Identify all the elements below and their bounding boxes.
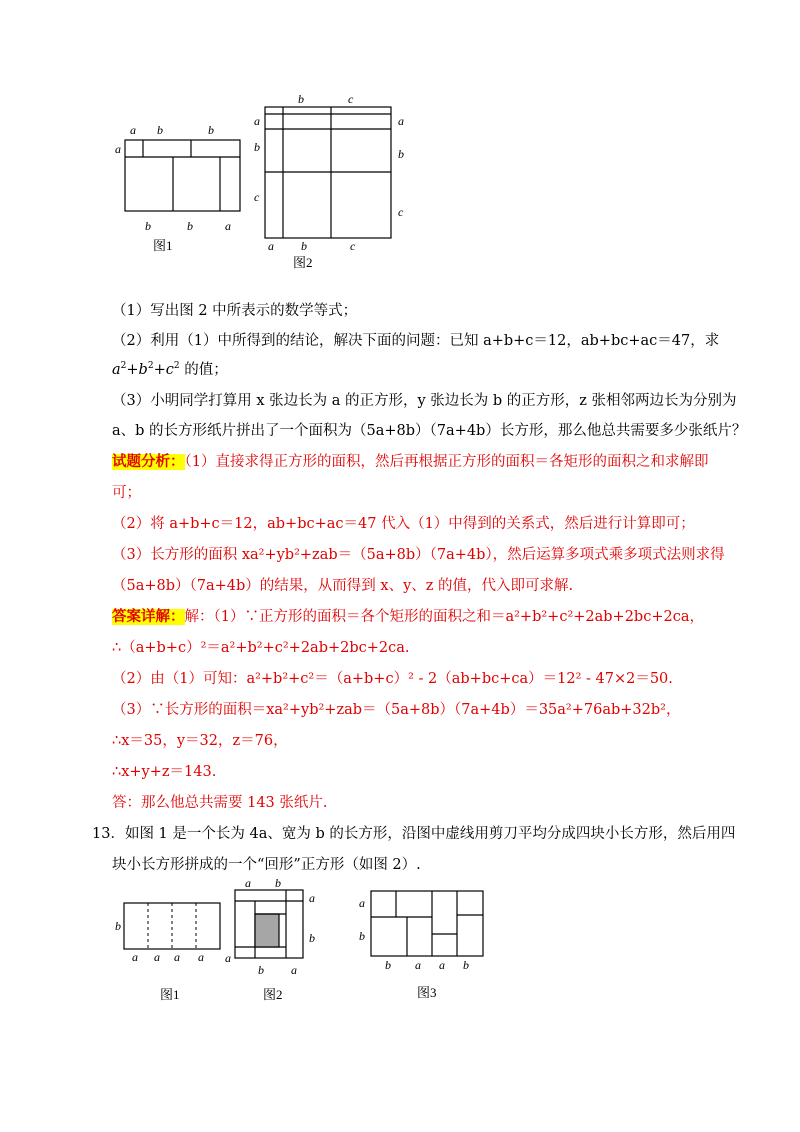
fig2-caption: 图2	[293, 255, 313, 270]
answer-tag: 答案详解：	[112, 609, 185, 625]
analysis-line-1: 试题分析：（1）直接求得正方形的面积，然后再根据正方形的面积＝各矩形的面积之和求解即	[112, 454, 709, 470]
fig1-bottom-label-1: b	[145, 219, 151, 233]
fig2-left-label-b: b	[254, 140, 260, 154]
p13-fig2-right-label-b: b	[309, 931, 315, 945]
fig2-bottom-label-a: a	[268, 239, 274, 253]
p13-fig3-left-label-b: b	[359, 929, 365, 943]
problem-13-line-1: 13．如图 1 是一个长为 4a、宽为 b 的长方形，沿图中虚线用剪刀平均分成四块小长方形，然后用四	[92, 826, 736, 842]
question-2-line-1: （2）利用（1）中所得到的结论，解决下面的问题：已知 a+b+c＝12，ab+bc+ac＝47，求	[112, 333, 720, 349]
question-2-line-2: $a^2+b^2+c^2$ 的值；	[112, 361, 228, 378]
p13-fig1-bottom-label-2: a	[154, 950, 160, 964]
p13-fig1-left-label: b	[115, 919, 121, 933]
p13-fig3-bottom-label-2: a	[415, 958, 421, 972]
p13-fig1-caption: 图1	[160, 987, 180, 1002]
p13-fig2-top-label-a: a	[245, 878, 251, 890]
answer-line-3: （3）∵长方形的面积＝xa²+yb²+zab＝（5a+8b）（7a+4b）＝35a²+76ab+32b²，	[112, 702, 681, 718]
analysis-line-1b: 可；	[112, 485, 141, 501]
fig1-bottom-label-3: a	[225, 219, 231, 233]
problem13-figure-2	[225, 878, 325, 1003]
p13-fig1-bottom-label-3: a	[174, 950, 180, 964]
question-1: （1）写出图 2 中所表示的数学等式；	[112, 303, 358, 319]
fig2-right-label-a: a	[398, 114, 404, 128]
p13-fig2-bottom-label-b: b	[258, 963, 264, 977]
problem13-figure-1	[110, 890, 225, 1005]
analysis-line-3: （3）长方形的面积 xa²+yb²+zab＝（5a+8b）（7a+4b），然后运算多项式乘多项式法则求得	[112, 547, 725, 563]
answer-line-3c: ∴x+y+z＝143.	[112, 764, 217, 780]
figure-1-top	[105, 120, 245, 255]
question-3-line-1: （3）小明同学打算用 x 张边长为 a 的正方形，y 张边长为 b 的正方形，z 张相邻两边长为分别为	[112, 393, 737, 409]
fig2-top-label-b: b	[298, 93, 304, 106]
fig2-left-label-a: a	[254, 114, 260, 128]
fig1-caption: 图1	[153, 238, 173, 253]
fig1-top-label-1: a	[130, 123, 136, 137]
problem13-figure-3	[355, 885, 495, 1000]
p13-fig2-right-label-a: a	[309, 891, 315, 905]
p13-fig1-bottom-label-1: a	[132, 950, 138, 964]
fig1-top-label-2: b	[157, 123, 163, 137]
p13-fig2-bottom-right-label-a: a	[291, 963, 297, 977]
analysis-tag: 试题分析：	[112, 454, 185, 470]
fig2-bottom-label-b: b	[301, 239, 307, 253]
answer-line-1b: ∴（a+b+c）²＝a²+b²+c²+2ab+2bc+2ca.	[112, 640, 410, 656]
fig1-bottom-label-2: b	[187, 219, 193, 233]
answer-final: 答：那么他总共需要 143 张纸片.	[112, 795, 328, 811]
answer-line-2: （2）由（1）可知：a²+b²+c²＝（a+b+c）² - 2（ab+bc+ca）＝12² - 47×2＝50.	[112, 671, 673, 687]
figure-2-top	[248, 93, 418, 273]
fig2-right-label-b: b	[398, 147, 404, 161]
p13-fig3-bottom-label-4: b	[463, 958, 469, 972]
analysis-line-2: （2）将 a+b+c＝12，ab+bc+ac＝47 代入（1）中得到的关系式，然后进行计算即可；	[112, 516, 695, 532]
question-3-line-2: a、b 的长方形纸片拼出了一个面积为（5a+8b）（7a+4b）长方形，那么他总共需要多少张纸片？	[112, 423, 747, 439]
fig2-right-label-c: c	[398, 205, 404, 219]
fig1-top-label-3: b	[208, 123, 214, 137]
fig2-top-label-c: c	[348, 93, 354, 106]
p13-fig3-bottom-label-3: a	[439, 958, 445, 972]
p13-fig3-caption: 图3	[417, 985, 437, 1000]
problem-13-line-2: 块小长方形拼成的一个“回形”正方形（如图 2）.	[112, 857, 421, 873]
answer-line-3b: ∴x＝35，y＝32，z＝76，	[112, 733, 288, 749]
answer-line-1: 答案详解：解：（1）∵正方形的面积＝各个矩形的面积之和＝a²+b²+c²+2ab+2bc+2ca，	[112, 609, 704, 625]
fig1-left-label: a	[115, 142, 121, 156]
p13-fig2-caption: 图2	[263, 987, 283, 1002]
p13-fig3-bottom-label-1: b	[385, 958, 391, 972]
p13-fig2-left-label-a: a	[225, 951, 231, 965]
p13-fig2-top-label-b: b	[275, 878, 281, 890]
p13-fig1-bottom-label-4: a	[198, 950, 204, 964]
fig2-left-label-c: c	[254, 190, 260, 204]
p13-fig3-left-label-a: a	[359, 896, 365, 910]
fig2-bottom-label-c: c	[350, 239, 356, 253]
analysis-line-3b: （5a+8b）（7a+4b）的结果，从而得到 x、y、z 的值，代入即可求解.	[112, 578, 574, 594]
